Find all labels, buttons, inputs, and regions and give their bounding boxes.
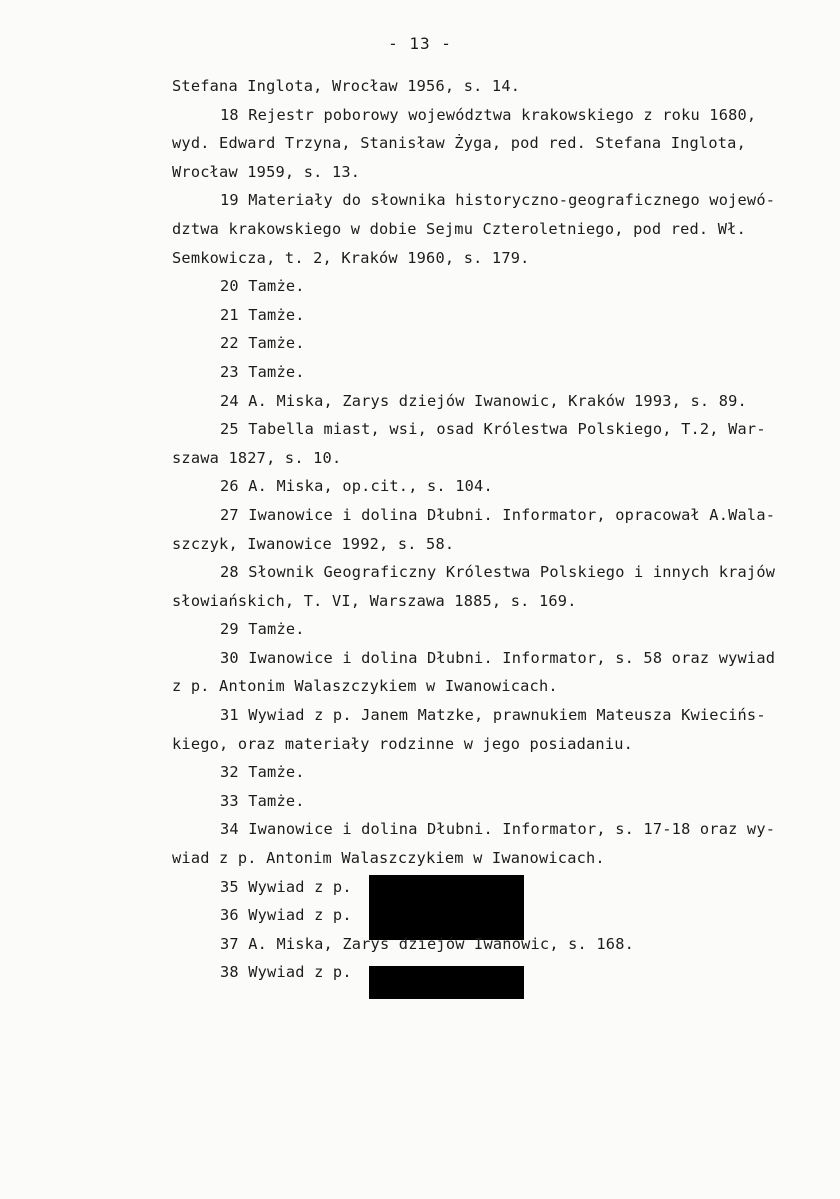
line-text: 18 Rejestr poborowy województwa krakowskiego z roku 1680,	[220, 105, 757, 124]
line-text: Semkowicza, t. 2, Kraków 1960, s. 179.	[172, 248, 530, 267]
footnotes-text	[0, 72, 840, 987]
footnote-continuation-line	[0, 244, 840, 273]
footnote-line	[0, 415, 840, 444]
line-text: dztwa krakowskiego w dobie Sejmu Czteroletniego, pod red. Wł.	[172, 219, 746, 238]
line-text: 25 Tabella miast, wsi, osad Królestwa Polskiego, T.2, War-	[220, 420, 766, 439]
line-text: 38 Wywiad z p.	[220, 963, 352, 982]
footnote-line	[0, 186, 840, 215]
line-text: 37 A. Miska, Zarys dziejów Iwanowic, s. 168.	[220, 934, 635, 953]
line-text: 27 Iwanowice i dolina Dłubni. Informator, opracował A.Wala-	[220, 505, 776, 524]
footnote-line	[0, 329, 840, 358]
line-text: 36 Wywiad z p.	[220, 906, 352, 925]
footnote-continuation-line	[0, 844, 840, 873]
footnote-continuation-line	[0, 129, 840, 158]
footnote-line	[0, 901, 840, 930]
footnote-line	[0, 873, 840, 902]
footnote-continuation-line	[0, 158, 840, 187]
footnote-line	[0, 958, 840, 987]
footnote-continuation-line	[0, 444, 840, 473]
footnote-line	[0, 301, 840, 330]
footnote-line	[0, 101, 840, 130]
line-text: 34 Iwanowice i dolina Dłubni. Informator, s. 17-18 oraz wy-	[220, 820, 776, 839]
footnote-continuation-line	[0, 530, 840, 559]
redaction-block	[369, 966, 524, 999]
line-text: 26 A. Miska, op.cit., s. 104.	[220, 477, 493, 496]
line-text: 31 Wywiad z p. Janem Matzke, prawnukiem Mateusza Kwiecińs-	[220, 706, 766, 725]
line-text: 29 Tamże.	[220, 620, 305, 639]
line-text: 32 Tamże.	[220, 763, 305, 782]
footnote-line	[0, 615, 840, 644]
line-text: słowiańskich, T. VI, Warszawa 1885, s. 169.	[172, 591, 577, 610]
footnote-line	[0, 644, 840, 673]
line-text: 23 Tamże.	[220, 362, 305, 381]
line-text: 20 Tamże.	[220, 277, 305, 296]
footnote-line	[0, 472, 840, 501]
line-text: Wrocław 1959, s. 13.	[172, 162, 361, 181]
footnote-line	[0, 758, 840, 787]
footnote-continuation-line	[0, 730, 840, 759]
footnote-continuation-line	[0, 587, 840, 616]
footnote-line	[0, 272, 840, 301]
line-text: z p. Antonim Walaszczykiem w Iwanowicach.	[172, 677, 558, 696]
footnote-line	[0, 815, 840, 844]
line-text: 21 Tamże.	[220, 305, 305, 324]
footnote-continuation-line	[0, 215, 840, 244]
line-text: szawa 1827, s. 10.	[172, 448, 342, 467]
line-text: 28 Słownik Geograficzny Królestwa Polskiego i innych krajów	[220, 563, 776, 582]
footnote-continuation-line	[0, 672, 840, 701]
footnote-line	[0, 787, 840, 816]
line-text: wiad z p. Antonim Walaszczykiem w Iwanowicach.	[172, 849, 605, 868]
line-text: 24 A. Miska, Zarys dziejów Iwanowic, Kraków 1993, s. 89.	[220, 391, 747, 410]
footnote-line	[0, 558, 840, 587]
page-number: - 13 -	[388, 34, 452, 53]
line-text: kiego, oraz materiały rodzinne w jego posiadaniu.	[172, 734, 634, 753]
line-text: 19 Materiały do słownika historyczno-geograficznego wojewó-	[220, 191, 776, 210]
line-text: 30 Iwanowice i dolina Dłubni. Informator, s. 58 oraz wywiad	[220, 648, 776, 667]
footnote-line	[0, 701, 840, 730]
footnote-line	[0, 930, 840, 959]
line-text: 33 Tamże.	[220, 791, 305, 810]
footnote-line	[0, 501, 840, 530]
footnote-line	[0, 358, 840, 387]
line-text: szczyk, Iwanowice 1992, s. 58.	[172, 534, 455, 553]
line-text: 22 Tamże.	[220, 334, 305, 353]
footnote-line	[0, 387, 840, 416]
footnote-continuation-line	[0, 72, 840, 101]
line-text: 35 Wywiad z p.	[220, 877, 352, 896]
line-text: Stefana Inglota, Wrocław 1956, s. 14.	[172, 77, 521, 95]
line-text: wyd. Edward Trzyna, Stanisław Żyga, pod red. Stefana Inglota,	[172, 134, 746, 153]
